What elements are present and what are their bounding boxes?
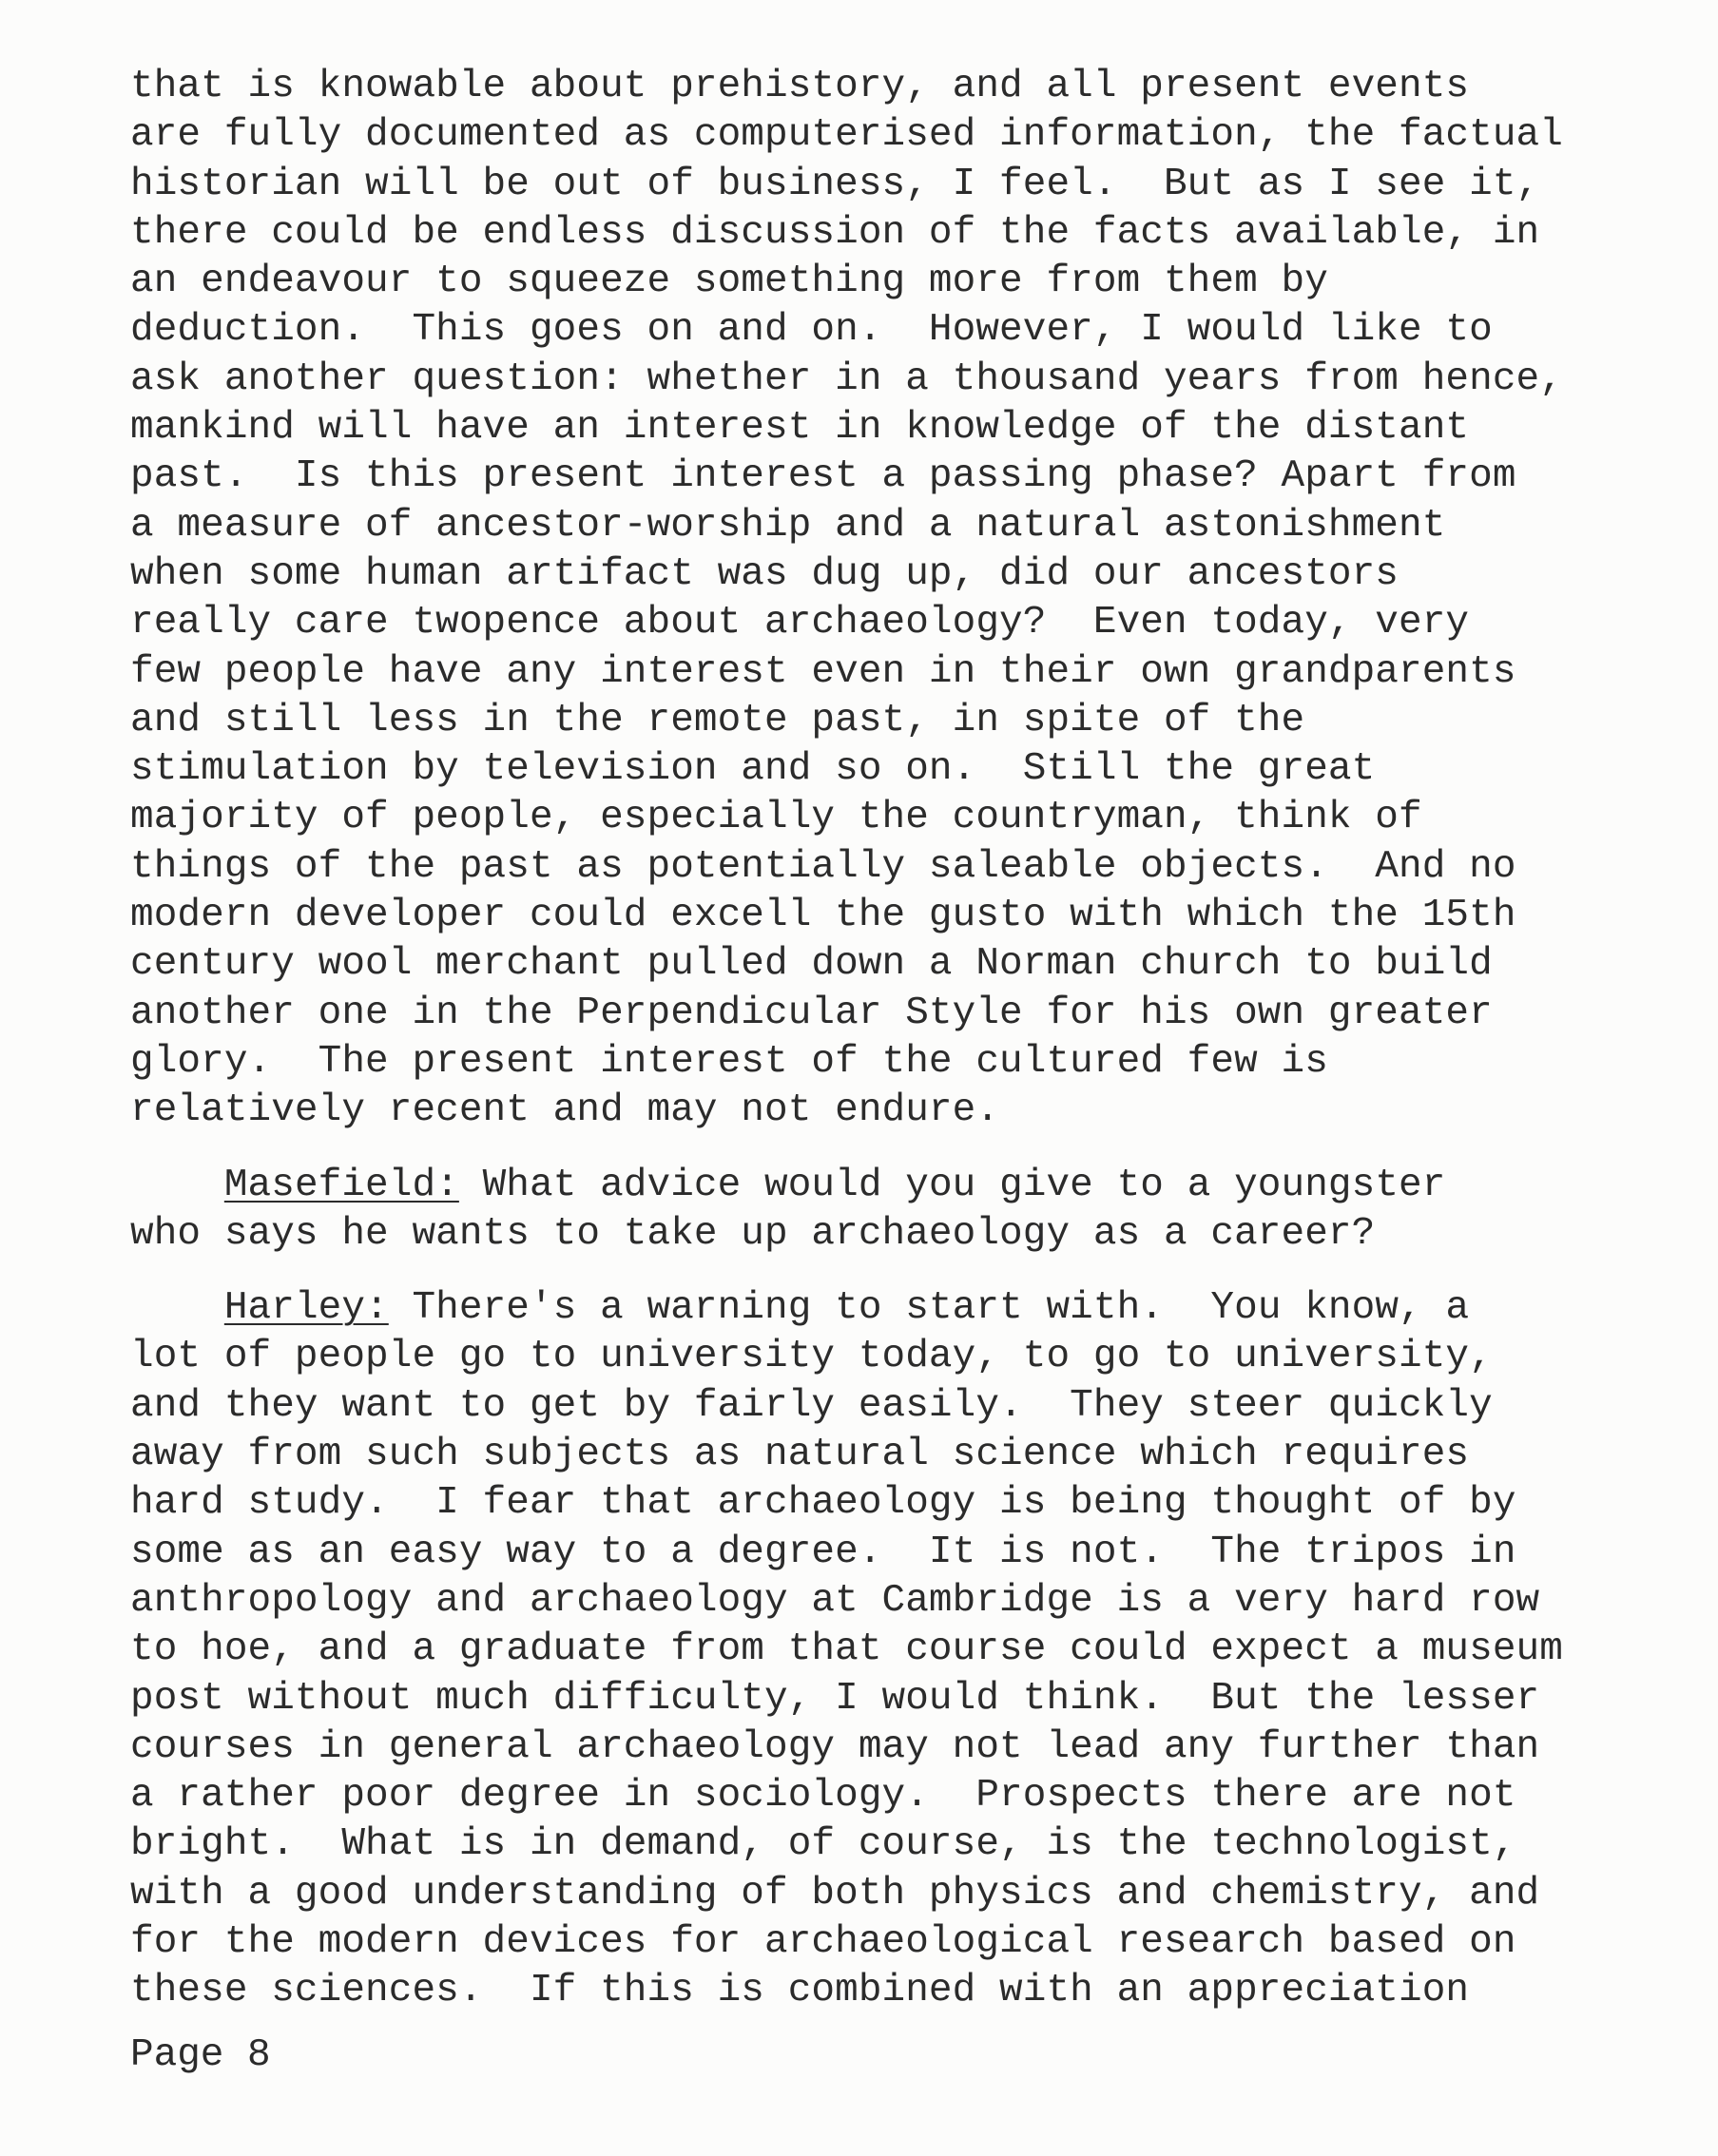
text-line: few people have any interest even in their own grandparents bbox=[130, 649, 1516, 694]
text-line: modern developer could excell the gusto with which the 15th bbox=[130, 894, 1516, 938]
text-line: hard study. I fear that archaeology is being thought of by bbox=[130, 1481, 1516, 1526]
answer-text: There's a warning to start with. You know, a bbox=[388, 1286, 1470, 1331]
text-line: when some human artifact was dug up, did our ancestors bbox=[130, 551, 1399, 596]
text-line: courses in general archaeology may not lead any further than bbox=[130, 1724, 1540, 1769]
text-line: away from such subjects as natural science which requires bbox=[130, 1433, 1470, 1477]
text-line: deduction. This goes on and on. However, I would like to bbox=[130, 308, 1493, 353]
text-line: to hoe, and a graduate from that course could expect a museum bbox=[130, 1627, 1563, 1672]
text-line bbox=[130, 1284, 1689, 1333]
text-line: historian will be out of business, I feel. But as I see it, bbox=[130, 162, 1540, 206]
text-line: for the modern devices for archaeological research based on bbox=[130, 1919, 1516, 1964]
paragraph-prehistory bbox=[130, 63, 1689, 1136]
text-line: that is knowable about prehistory, and all present events bbox=[130, 65, 1470, 108]
speaker-label-masefield: Masefield: bbox=[223, 1163, 459, 1207]
text-line: post without much difficulty, I would think. But the lesser bbox=[130, 1676, 1540, 1721]
text-line: lot of people go to university today, to go to university, bbox=[130, 1335, 1493, 1379]
paragraph-harley-answer bbox=[130, 1284, 1689, 2015]
text-line: things of the past as potentially saleable objects. And no bbox=[130, 844, 1516, 889]
text-line: past. Is this present interest a passing phase? Apart from bbox=[130, 454, 1516, 499]
text-line: really care twopence about archaeology? Even today, very bbox=[130, 601, 1470, 645]
text-line: and they want to get by fairly easily. They steer quickly bbox=[130, 1383, 1493, 1428]
text-line: who says he wants to take up archaeology as a career? bbox=[130, 1211, 1376, 1256]
text-line: mankind will have an interest in knowledge of the distant bbox=[130, 406, 1470, 451]
text-line: an endeavour to squeeze something more from them by bbox=[130, 260, 1328, 304]
body-text bbox=[130, 63, 1689, 2016]
speaker-label-harley: Harley: bbox=[223, 1286, 389, 1331]
text-line: majority of people, especially the countryman, think of bbox=[130, 796, 1422, 840]
text-line: with a good understanding of both physics and chemistry, and bbox=[130, 1871, 1540, 1915]
text-line: another one in the Perpendicular Style for his own greater bbox=[130, 991, 1493, 1035]
text-line: bright. What is in demand, of course, is the technologist, bbox=[130, 1822, 1516, 1867]
text-line: ask another question: whether in a thousand years from hence, bbox=[130, 356, 1563, 401]
text-line: century wool merchant pulled down a Norman church to build bbox=[130, 942, 1493, 987]
text-line: anthropology and archaeology at Cambridge is a very hard row bbox=[130, 1578, 1540, 1623]
paragraph-gap bbox=[130, 1136, 1689, 1162]
text-line bbox=[130, 1162, 1689, 1210]
text-line: and still less in the remote past, in spite of the bbox=[130, 698, 1305, 742]
text-line: are fully documented as computerised information, the factual bbox=[130, 113, 1563, 158]
paragraph-masefield-question bbox=[130, 1162, 1689, 1260]
question-text: What advice would you give to a youngster bbox=[458, 1163, 1446, 1207]
paragraph-gap bbox=[130, 1259, 1689, 1284]
text-line: there could be endless discussion of the facts available, in bbox=[130, 210, 1540, 255]
text-line: glory. The present interest of the cultured few is bbox=[130, 1039, 1328, 1084]
text-line: a measure of ancestor-worship and a natural astonishment bbox=[130, 503, 1446, 548]
page-number: Page 8 bbox=[130, 2033, 271, 2077]
text-line: relatively recent and may not endure. bbox=[130, 1088, 1000, 1133]
text-line: these sciences. If this is combined with an appreciation bbox=[130, 1969, 1470, 2013]
text-line: stimulation by television and so on. Still the great bbox=[130, 747, 1376, 792]
text-line: some as an easy way to a degree. It is not. The tripos in bbox=[130, 1530, 1516, 1574]
text-line: a rather poor degree in sociology. Prospects there are not bbox=[130, 1774, 1516, 1819]
